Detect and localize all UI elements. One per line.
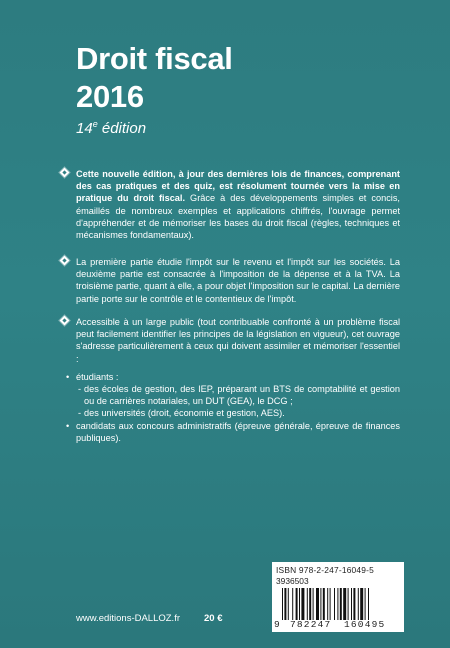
book-title: [76, 40, 233, 116]
edition-label: [76, 120, 146, 138]
isbn-text: ISBN 978-2-247-16049-5: [276, 565, 374, 575]
barcode-label: [272, 562, 404, 632]
list-item: - des universités (droit, économie et gestion, AES).: [64, 407, 400, 419]
barcode-digit-first: 9: [274, 619, 280, 630]
intro-text: Grâce à des développements simples et concis, émaillés de nombreux exemples et applications chiffrés, l'ouvrage permet d'appréhender et de mémoriser les bases du droit fiscal (règles, techniques et mécanismes fondamentaux).: [76, 193, 400, 241]
section-audience: [64, 316, 400, 444]
list-item: • candidats aux concours administratifs (épreuve générale, épreuve de finances publiques).: [64, 420, 400, 444]
audience-list: [64, 371, 400, 444]
section-intro: [64, 168, 400, 241]
title-year: 2016: [76, 79, 144, 114]
title-text: Droit fiscal: [76, 41, 233, 76]
section-parts: [64, 256, 400, 305]
edition-number: 14: [76, 120, 93, 137]
edition-word: édition: [97, 120, 147, 137]
list-item: • étudiants :: [64, 371, 400, 383]
barcode-icon: [282, 588, 400, 620]
barcode-digits-right: 160495: [344, 619, 386, 630]
parts-text: La première partie étudie l'impôt sur le revenu et l'impôt sur les sociétés. La deuxième partie est consacrée à l'imposition de la dépense et à la TVA. La troisième partie, quant à elle, a pour objet l'imposition sur le capital. La dernière partie porte sur le contrôle et le contentieux de l'impôt.: [76, 257, 400, 304]
barcode-digits-left: 782247: [290, 619, 332, 630]
publisher-website[interactable]: www.editions-DALLOZ.fr: [76, 613, 181, 624]
audience-intro: Accessible à un large public (tout contribuable confronté à un problème fiscal peut facilement identifier les principes de la législation en vigueur), cet ouvrage s'adresse particulièrement à ceux qui doivent assimiler et mémoriser l'essentiel :: [76, 317, 400, 364]
price-label: 20 €: [204, 613, 223, 624]
barcode-digits: [272, 619, 404, 631]
edition-suffix: e: [92, 119, 98, 129]
intro-bold-text: Cette nouvelle édition, à jour des dernières lois de finances, comprenant des cas pratiques et des quiz, est résolument tournée vers la mise en pratique du droit fiscal.: [76, 169, 400, 204]
list-item: - des écoles de gestion, des IEP, préparant un BTS de comptabilité et gestion ou de carrières notariales, un DUT (GEA), le DCG ;: [64, 383, 400, 407]
internal-code: 3936503: [276, 576, 309, 586]
